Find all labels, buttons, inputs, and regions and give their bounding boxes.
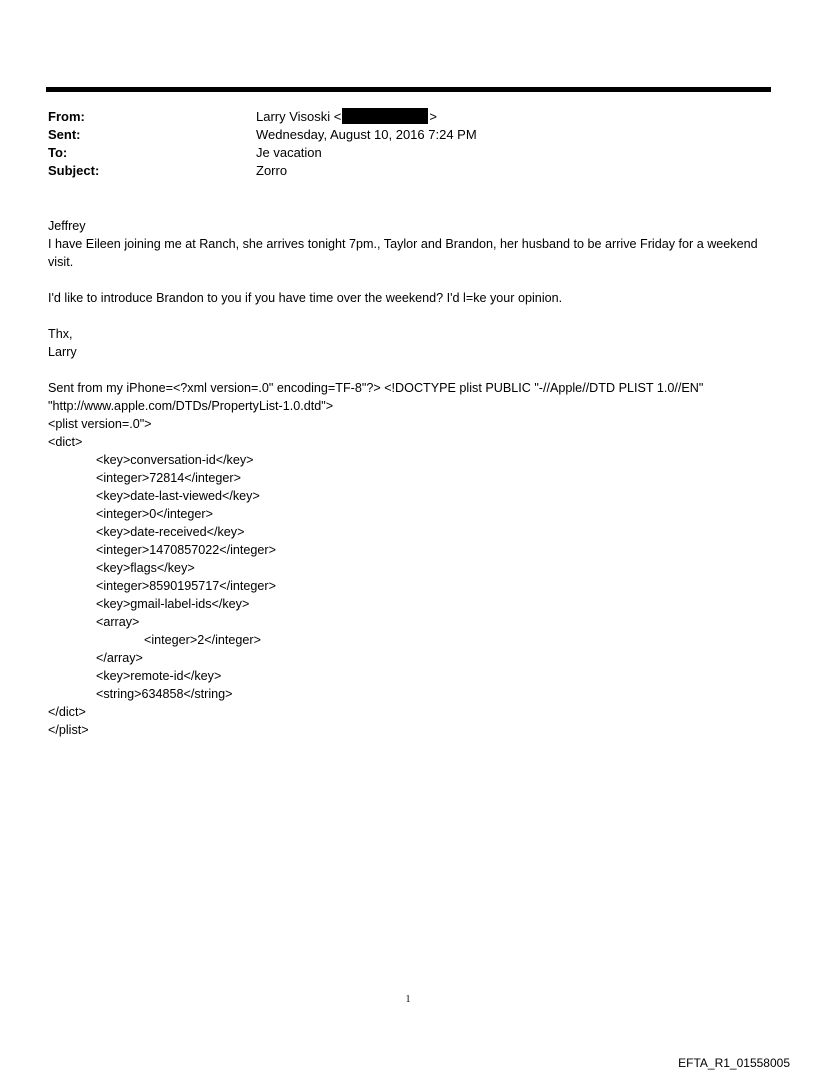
- plist-line: <key>flags</key>: [96, 561, 195, 575]
- subject-label: Subject:: [48, 163, 100, 178]
- from-value: [256, 108, 437, 126]
- from-label: From:: [48, 109, 85, 124]
- header-divider: [46, 87, 771, 92]
- plist-line: <integer>8590195717</integer>: [96, 579, 276, 593]
- plist-line: </array>: [96, 651, 143, 665]
- plist-line: <key>date-received</key>: [96, 525, 245, 539]
- dict-open-line: <dict>: [48, 435, 83, 449]
- sender-close-bracket: >: [429, 109, 437, 124]
- sent-from-line: Sent from my iPhone=<?xml version=.0" encoding=TF-8"?> <!DOCTYPE plist PUBLIC "-//Apple//DTD PLIST 1.0//EN": [48, 381, 704, 395]
- signoff: Thx,: [48, 327, 73, 341]
- body-paragraph: I have Eileen joining me at Ranch, she arrives tonight 7pm., Taylor and Brandon, her husband to be arrive Friday for a weekend visit.: [48, 237, 762, 269]
- plist-open-line: <plist version=.0">: [48, 417, 152, 431]
- signature: Larry: [48, 345, 77, 359]
- body-paragraph: I'd like to introduce Brandon to you if you have time over the weekend? I'd l=ke your opinion.: [48, 291, 563, 305]
- sent-label: Sent:: [48, 127, 81, 142]
- plist-entries: [48, 667, 768, 703]
- from-row: [48, 108, 748, 126]
- document-id: EFTA_R1_01558005: [678, 1056, 790, 1070]
- plist-line: <integer>0</integer>: [96, 507, 213, 521]
- plist-line: <integer>72814</integer>: [96, 471, 241, 485]
- email-header: [48, 108, 748, 180]
- plist-line: <key>date-last-viewed</key>: [96, 489, 260, 503]
- redaction-box: [342, 108, 428, 124]
- sent-row: [48, 126, 748, 144]
- to-value: Je vacation: [256, 145, 322, 160]
- plist-line: <integer>2</integer>: [144, 633, 261, 647]
- plist-line: <array>: [96, 615, 140, 629]
- dict-close-line: </dict>: [48, 705, 86, 719]
- page-number: 1: [405, 994, 411, 1005]
- plist-line: <integer>1470857022</integer>: [96, 543, 276, 557]
- to-row: [48, 144, 748, 162]
- plist-entries: [48, 451, 768, 631]
- sent-value: Wednesday, August 10, 2016 7:24 PM: [256, 127, 477, 142]
- plist-line: <key>gmail-label-ids</key>: [96, 597, 250, 611]
- to-label: To:: [48, 145, 68, 160]
- sender-name: Larry Visoski <: [256, 109, 342, 124]
- subject-row: [48, 162, 748, 180]
- subject-value: Zorro: [256, 163, 288, 178]
- email-body: [48, 217, 768, 739]
- plist-line: <key>remote-id</key>: [96, 669, 222, 683]
- plist-line: <key>conversation-id</key>: [96, 453, 254, 467]
- plist-close-line: </plist>: [48, 723, 89, 737]
- dtd-line: "http://www.apple.com/DTDs/PropertyList-1.0.dtd">: [48, 399, 334, 413]
- greeting: Jeffrey: [48, 219, 86, 233]
- plist-line: <string>634858</string>: [96, 687, 233, 701]
